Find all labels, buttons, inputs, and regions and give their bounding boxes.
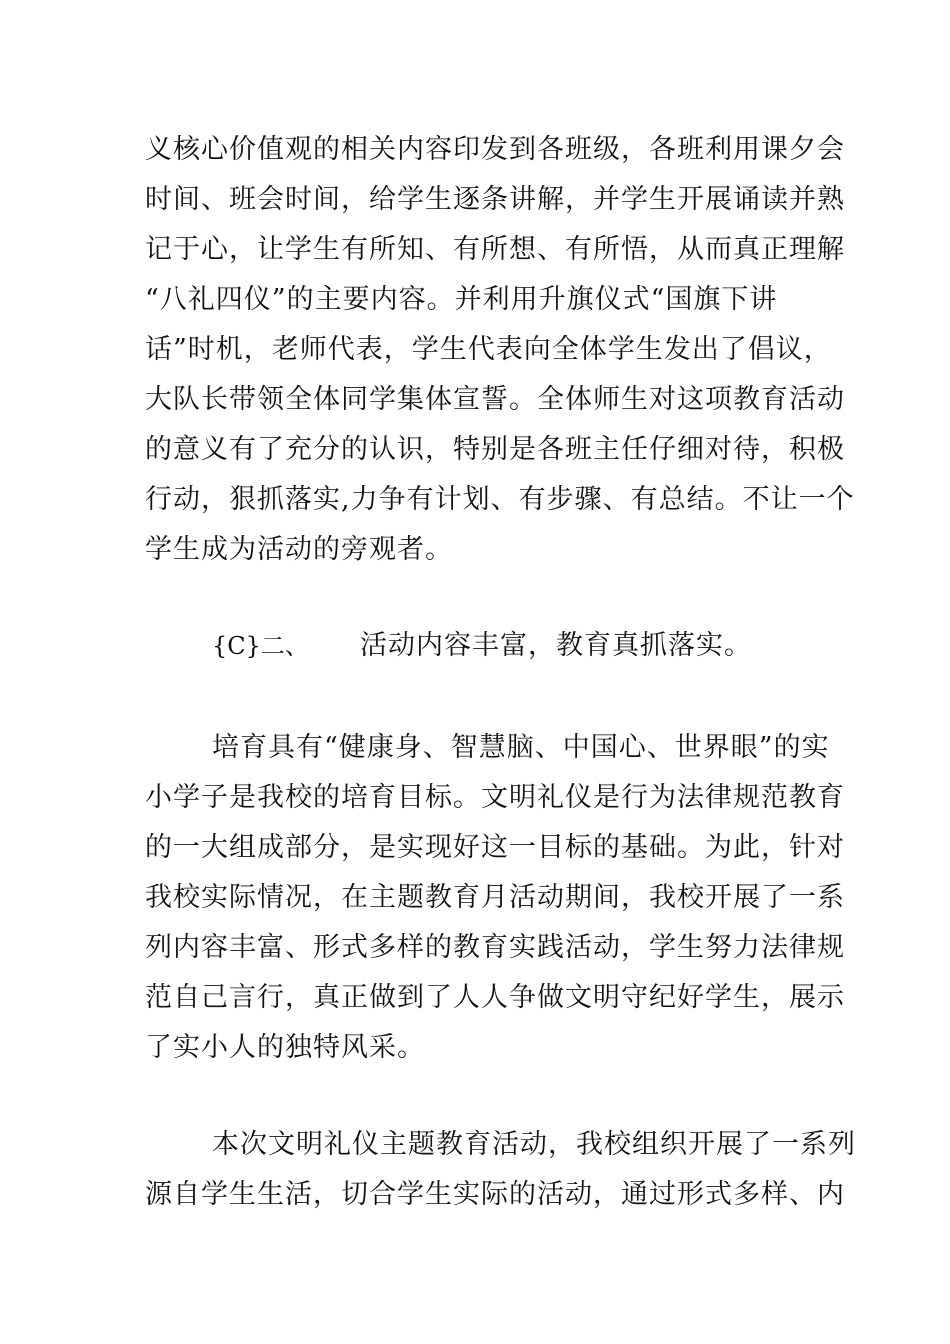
paragraph-line: 记于心，让学生有所知、有所想、有所悟，从而真正理解 [145,234,845,265]
paragraph-line: 培育具有“健康身、智慧脑、中国心、世界眼”的实 [212,732,830,763]
paragraph-line: 学生成为活动的旁观者。 [145,534,453,565]
paragraph-line: 范自己言行，真正做到了人人争做文明守纪好学生，展示 [145,982,845,1013]
section-number: {C}二、 [212,632,309,660]
paragraph-line: 时间、班会时间，给学生逐条讲解，并学生开展诵读并熟 [145,184,845,215]
paragraph-line: 行动，狠抓落实,力争有计划、有步骤、有总结。不让一个 [145,484,855,515]
section-title: 活动内容丰富，教育真抓落实。 [360,630,752,661]
paragraph-line: 的一大组成部分，是实现好这一目标的基础。为此，针对 [145,832,845,863]
paragraph-line: 源自学生生活，切合学生实际的活动，通过形式多样、内 [145,1179,845,1210]
paragraph-line: 大队长带领全体同学集体宣誓。全体师生对这项教育活动 [145,384,845,415]
paragraph-line: 话”时机，老师代表，学生代表向全体学生发出了倡议， [145,334,832,365]
paragraph-line: “八礼四仪”的主要内容。并利用升旗仪式“国旗下讲 [145,284,778,315]
paragraph-line: 本次文明礼仪主题教育活动，我校组织开展了一系列 [212,1129,856,1160]
paragraph-line: 列内容丰富、形式多样的教育实践活动，学生努力法律规 [145,932,845,963]
paragraph-line: 了实小人的独特风采。 [145,1032,425,1063]
paragraph-line: 义核心价值观的相关内容印发到各班级，各班利用课夕会 [145,134,845,165]
paragraph-line: 我校实际情况，在主题教育月活动期间，我校开展了一系 [145,882,845,913]
paragraph-line: 小学子是我校的培育目标。文明礼仪是行为法律规范教育 [145,782,845,813]
paragraph-line: 的意义有了充分的认识，特别是各班主任仔细对待，积极 [145,434,845,465]
